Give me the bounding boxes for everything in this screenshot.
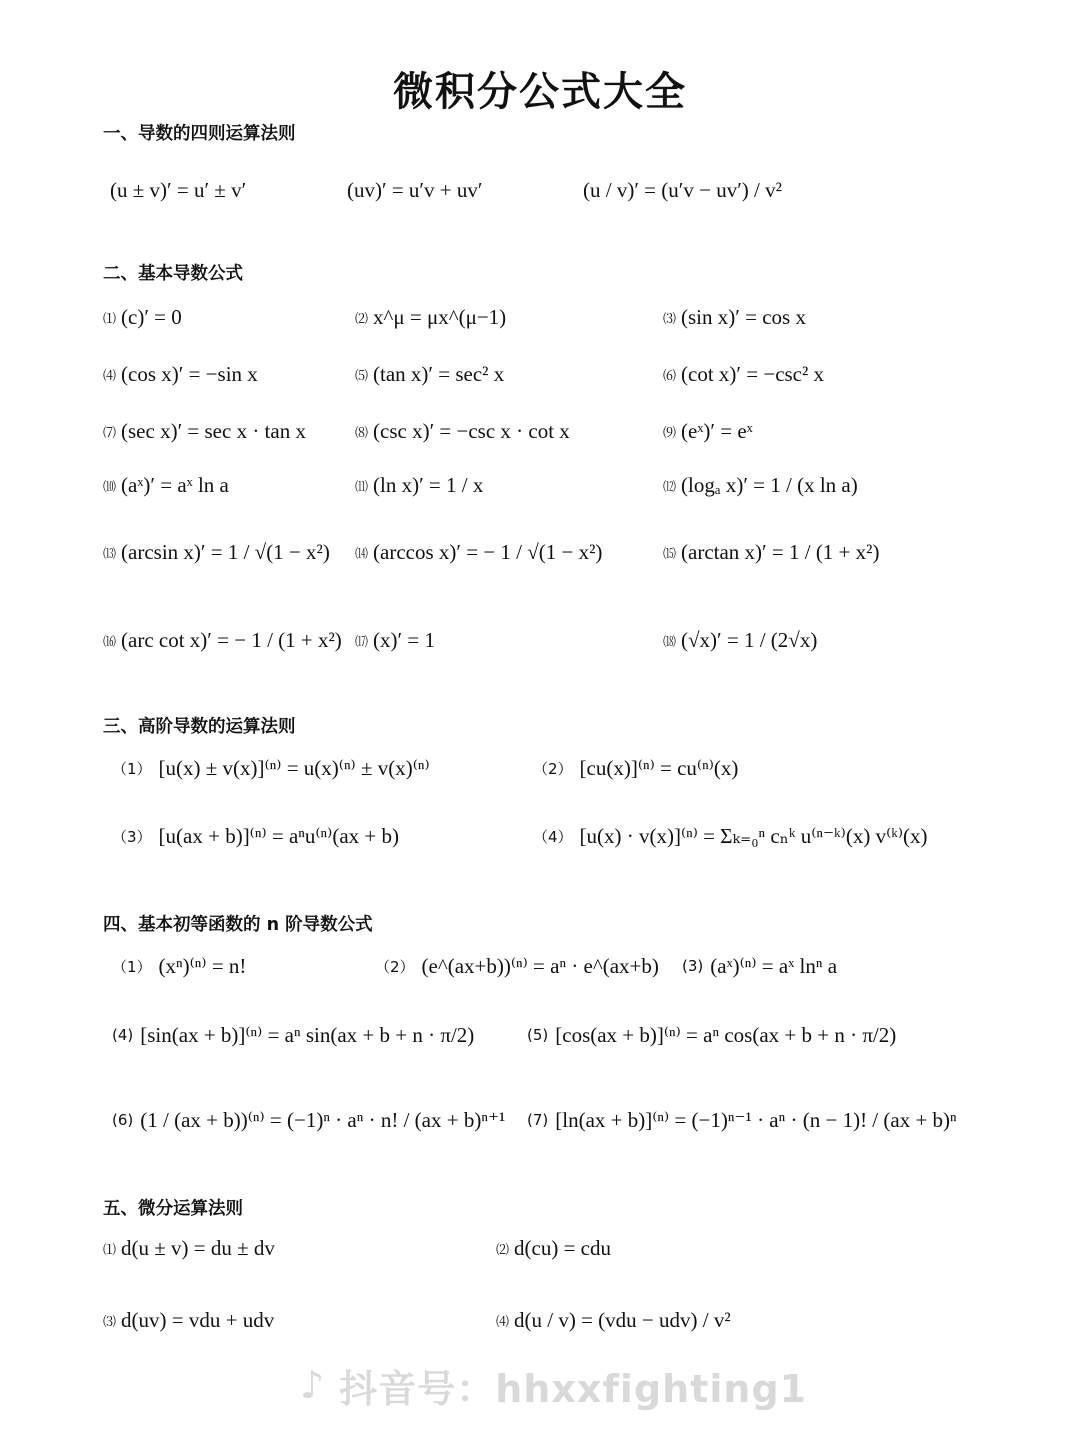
formula: (3) (aˣ)⁽ⁿ⁾ = aˣ lnⁿ a	[682, 953, 838, 978]
formula: ⒅ (√x)′ = 1 / (2√x)	[663, 627, 818, 652]
formula: ⑺ (sec x)′ = sec x · tan x	[103, 418, 306, 443]
formula: ⑹ (cot x)′ = −csc² x	[663, 361, 825, 386]
formula: (6) (1 / (ax + b))⁽ⁿ⁾ = (−1)ⁿ · aⁿ · n! / (ax + b)ⁿ⁺¹	[112, 1107, 506, 1132]
section-heading-2: 二、基本导数公式	[103, 264, 243, 284]
formula: ⒂ (arctan x)′ = 1 / (1 + x²)	[663, 539, 880, 564]
formula: ⑸ (tan x)′ = sec² x	[355, 361, 505, 386]
section-heading-3: 三、高阶导数的运算法则	[103, 717, 296, 737]
formula: (7) [ln(ax + b)]⁽ⁿ⁾ = (−1)ⁿ⁻¹ · aⁿ · (n − 1)! / (ax + b)ⁿ	[527, 1107, 957, 1132]
formula: （2） [cu(x)]⁽ⁿ⁾ = cu⁽ⁿ⁾(x)	[533, 755, 739, 780]
douyin-icon: ♪	[300, 1363, 326, 1407]
formula: ⒁ (arccos x)′ = − 1 / √(1 − x²)	[355, 539, 603, 564]
formula: ⑿ (logₐ x)′ = 1 / (x ln a)	[663, 472, 858, 497]
formula: （1） [u(x) ± v(x)]⁽ⁿ⁾ = u(x)⁽ⁿ⁾ ± v(x)⁽ⁿ⁾	[112, 755, 430, 780]
formula: ⒀ (arcsin x)′ = 1 / √(1 − x²)	[103, 539, 330, 564]
formula: ⑼ (eˣ)′ = eˣ	[663, 418, 753, 443]
formula: ⑴ d(u ± v) = du ± dv	[103, 1235, 275, 1260]
section-heading-4: 四、基本初等函数的 n 阶导数公式	[103, 915, 373, 935]
formula: (u ± v)′ = u′ ± v′	[110, 177, 247, 202]
formula: ⑷ d(u / v) = (vdu − udv) / v²	[496, 1307, 731, 1332]
formula: (uv)′ = u′v + uv′	[347, 177, 483, 202]
formula: （1） (xⁿ)⁽ⁿ⁾ = n!	[112, 953, 247, 978]
section-heading-1: 一、导数的四则运算法则	[103, 124, 296, 144]
formula: ⑵ x^μ = μx^(μ−1)	[355, 304, 507, 329]
formula: ⑽ (aˣ)′ = aˣ ln a	[103, 472, 229, 497]
formula: ⑾ (ln x)′ = 1 / x	[355, 472, 484, 497]
formula: ⑴ (c)′ = 0	[103, 304, 182, 329]
formula: (5) [cos(ax + b)]⁽ⁿ⁾ = aⁿ cos(ax + b + n · π/2)	[527, 1022, 897, 1047]
formula: （2） (e^(ax+b))⁽ⁿ⁾ = aⁿ · e^(ax+b)	[375, 953, 659, 978]
formula: （3） [u(ax + b)]⁽ⁿ⁾ = aⁿu⁽ⁿ⁾(ax + b)	[112, 823, 399, 848]
formula: ⒄ (x)′ = 1	[355, 627, 435, 652]
formula: (u / v)′ = (u′v − uv′) / v²	[583, 177, 782, 202]
page-title: 微积分公式大全	[393, 69, 687, 115]
formula: ⑵ d(cu) = cdu	[496, 1235, 611, 1260]
formula: ⑻ (csc x)′ = −csc x · cot x	[355, 418, 570, 443]
watermark	[300, 1355, 820, 1415]
formula: (4) [sin(ax + b)]⁽ⁿ⁾ = aⁿ sin(ax + b + n · π/2)	[112, 1022, 475, 1047]
formula: （4） [u(x) · v(x)]⁽ⁿ⁾ = Σₖ₌₀ⁿ cₙᵏ u⁽ⁿ⁻ᵏ⁾(x) v⁽ᵏ⁾(x)	[533, 823, 928, 848]
formula: ⑶ d(uv) = vdu + udv	[103, 1307, 275, 1332]
formula: ⒃ (arc cot x)′ = − 1 / (1 + x²)	[103, 627, 342, 652]
formula: ⑷ (cos x)′ = −sin x	[103, 361, 258, 386]
section-heading-5: 五、微分运算法则	[103, 1199, 243, 1219]
watermark-text: 抖音号：hhxxfighting1	[339, 1366, 808, 1411]
formula: ⑶ (sin x)′ = cos x	[663, 304, 806, 329]
